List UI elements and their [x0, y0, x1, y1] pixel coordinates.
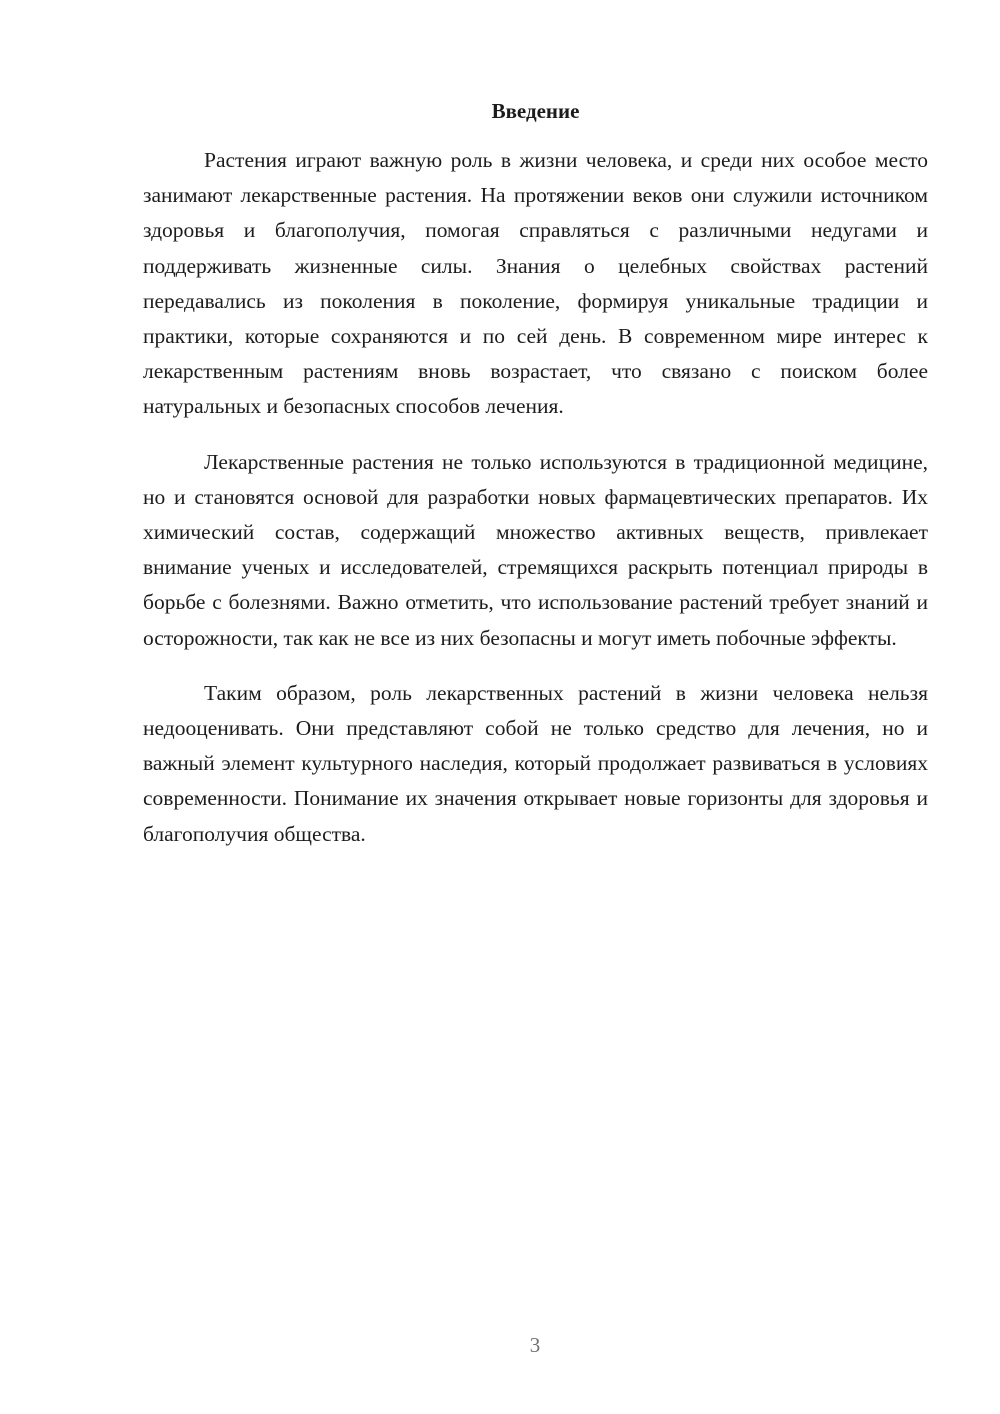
page-content [143, 96, 928, 872]
section-title: Введение [491, 99, 580, 123]
paragraph-1: Растения играют важную роль в жизни человека, и среди них особое место занимают лекарственные растения. На протяжении веков они служили источником здоровья и благополучия, помогая справляться с различными недугами и поддерживать жизненные силы. Знания о целебных свойствах растений передавались из поколения в поколение, формируя уникальные традиции и практики, которые сохраняются и по сей день. В современном мире интерес к лекарственным растениям вновь возрастает, что связано с поиском более натуральных и безопасных способов лечения. [143, 148, 928, 419]
paragraph-2: Лекарственные растения не только используются в традиционной медицине, но и становятся основой для разработки новых фармацевтических препаратов. Их химический состав, содержащий множество активных веществ, привлекает внимание ученых и исследователей, стремящихся раскрыть потенциал природы в борьбе с болезнями. Важно отметить, что использование растений требует знаний и осторожности, так как не все из них безопасны и могут иметь побочные эффекты. [143, 449, 928, 650]
paragraph-3: Таким образом, роль лекарственных растений в жизни человека нельзя недооценивать. Они представляют собой не только средство для лечения, но и важный элемент культурного наследия, который продолжает развиваться в условиях современности. Понимание их значения открывает новые горизонты для здоровья и благополучия общества. [143, 680, 928, 846]
page-number: 3 [529, 1333, 541, 1357]
